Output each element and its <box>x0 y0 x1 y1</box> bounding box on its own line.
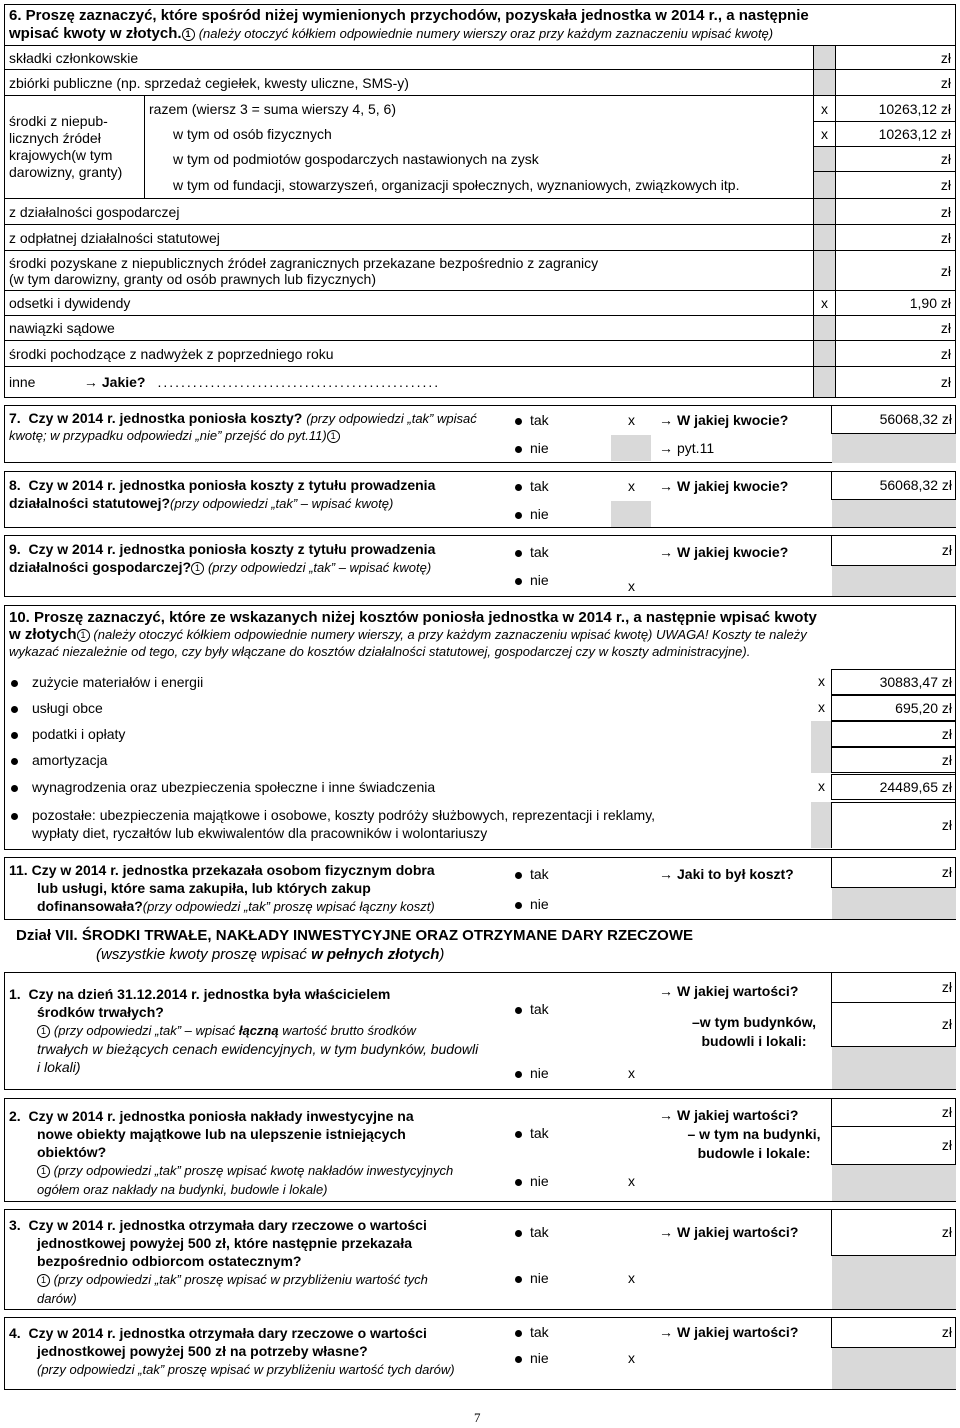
q10-item-label: amortyzacja <box>11 751 791 769</box>
q10-item-label: podatki i opłaty <box>11 725 791 743</box>
bullet-icon <box>515 1131 522 1138</box>
bullet-icon <box>515 512 522 519</box>
x-mark: x <box>818 673 825 689</box>
d3-amount[interactable]: zł <box>831 1210 956 1256</box>
bullet-icon <box>515 1356 522 1363</box>
bullet-icon <box>515 446 522 453</box>
x-mark: x <box>628 1270 635 1286</box>
d3-nie-option[interactable]: nie x <box>515 1270 645 1286</box>
circle-one-icon: 1 <box>37 1165 50 1178</box>
q11-tak-option[interactable]: tak <box>515 866 645 882</box>
d1-amount-budynki[interactable]: zł <box>831 1003 956 1047</box>
d3-section <box>4 1209 956 1310</box>
x-mark: x <box>818 778 825 794</box>
d3-question: 3. Czy w 2014 r. jednostka otrzymała dary rzeczowe o wartości jednostkowej powyżej 500 zł, które następnie przekazała bezpośrednio odbiorcom ostatecznym? 1 (przy odpowiedzi „tak” proszę wpisać w przybliżeniu wartość tych darów) <box>9 1217 428 1306</box>
q7-section <box>4 405 956 463</box>
q10-item-label: usługi obce <box>11 699 791 717</box>
circle-one-icon: 1 <box>37 1274 50 1287</box>
bullet-icon <box>515 1230 522 1237</box>
amount-odplatna[interactable]: zł <box>836 225 956 251</box>
q8-amount[interactable]: 56068,32 zł <box>831 472 956 500</box>
bullet-icon <box>11 785 18 792</box>
d4-section <box>4 1317 956 1390</box>
circle-one-icon: 1 <box>77 629 90 642</box>
q8-nie-option[interactable]: nie <box>515 506 645 522</box>
x-mark: x <box>814 122 836 147</box>
d4-question: 4. Czy w 2014 r. jednostka otrzymała dary rzeczowe o wartości jednostkowej powyżej 500 zł na potrzeby własne? (przy odpowiedzi „tak” proszę wpisać w przybliżeniu wartość tych darów) <box>9 1325 455 1377</box>
q10-item[interactable] <box>5 774 957 800</box>
q10-item[interactable] <box>5 695 957 721</box>
d3-wartosc-label: → W jakiej wartości? <box>659 1224 799 1240</box>
q7-amount[interactable]: 56068,32 zł <box>831 406 956 434</box>
q7-nie-option[interactable]: nie <box>515 440 645 456</box>
amount-skladki[interactable]: zł <box>836 46 956 70</box>
amount-odsetki[interactable]: 1,90 zł <box>836 291 956 316</box>
d2-amount-budynki[interactable]: zł <box>831 1127 956 1165</box>
row-osoby[interactable]: w tym od osób fizycznych <box>145 122 814 147</box>
q9-question: 9. Czy w 2014 r. jednostka poniosła koszty z tytułu prowadzenia działalności gospodarczej? 1 (przy odpowiedzi „tak” – wpisać kwotę) <box>9 541 436 575</box>
q10-header: 10. Proszę zaznaczyć, które ze wskazanych niżej kosztów poniosła jednostka w 2014 r., a następnie wpisać kwoty w złotych 1 (należy otoczyć kółkiem odpowiednie numery wierszy, a przy każdym zaznaczeniu wpisać kwotę) UWAGA! Koszty te należy wykazać niezależnie od tego, czy były włączane do kosztów działalności statutowej, gospodarczej czy w koszty administracyjne). <box>9 609 817 659</box>
amount-osoby[interactable]: 10263,12 zł <box>836 122 956 147</box>
q9-section <box>4 535 956 597</box>
x-mark: x <box>628 412 635 428</box>
q9-amount[interactable]: zł <box>831 536 956 566</box>
q11-nie-option[interactable]: nie <box>515 896 645 912</box>
page-number: 7 <box>474 1410 481 1425</box>
d2-wartosc-label: → W jakiej wartości? <box>659 1107 799 1123</box>
d3-tak-option[interactable]: tak <box>515 1224 645 1240</box>
q9-tak-option[interactable]: tak <box>515 544 645 560</box>
q7-pyt-label: → pyt.11 <box>659 440 715 456</box>
arrow-right-icon: → <box>659 1324 673 1340</box>
d2-nie-option[interactable]: nie x <box>515 1173 645 1189</box>
row-odplatna[interactable]: z odpłatnej działalności statutowej <box>5 225 814 251</box>
row-podmioty[interactable]: w tym od podmiotów gospodarczych nastawionych na zysk <box>145 147 814 172</box>
q11-amount[interactable]: zł <box>831 858 956 888</box>
bullet-icon <box>515 902 522 909</box>
form-page <box>4 4 956 1425</box>
amount-podmioty[interactable]: zł <box>836 147 956 172</box>
q10-item-amount[interactable]: 24489,65 zł <box>831 774 956 800</box>
amount-razem[interactable]: 10263,12 zł <box>836 96 956 122</box>
x-mark <box>811 802 832 848</box>
bullet-icon <box>515 550 522 557</box>
x-mark: x <box>814 96 836 122</box>
d2-question: 2. Czy w 2014 r. jednostka poniosła nakłady inwestycyjne na nowe obiekty majątkowe lub na ulepszenie istniejących obiektów? 1 (przy odpowiedzi „tak” proszę wpisać kwotę nakładów inwestycyjnych ogółem oraz nakłady na budynki, budowle i lokale) <box>9 1108 454 1197</box>
row-niepub-label: środki z niepub-licznych źródeł krajowych(w tym darowizny, granty) <box>5 96 145 199</box>
q10-item-label: zużycie materiałów i energii <box>11 673 791 691</box>
x-mark: x <box>814 291 836 316</box>
d4-tak-option[interactable]: tak <box>515 1324 645 1340</box>
bullet-icon <box>11 758 18 765</box>
arrow-right-icon: → <box>659 478 673 494</box>
q7-kwocie-label: → W jakiej kwocie? <box>659 412 789 428</box>
bullet-icon <box>515 578 522 585</box>
d2-amount[interactable]: zł <box>831 1099 956 1127</box>
q8-kwocie-label: → W jakiej kwocie? <box>659 478 789 494</box>
d2-wtym-label: – w tym na budynki, budowle i lokale: <box>687 1126 821 1161</box>
bullet-icon <box>515 418 522 425</box>
q6-header-line1: 6. Proszę zaznaczyć, które spośród niżej wymienionych przychodów, pozyskała jednostka w 2014 r., a następnie <box>9 7 809 24</box>
circle-one-icon: 1 <box>327 430 340 443</box>
d4-amount[interactable]: zł <box>831 1318 956 1348</box>
d4-wartosc-label: → W jakiej wartości? <box>659 1324 799 1340</box>
d1-question: 1. Czy na dzień 31.12.2014 r. jednostka była właścicielem środków trwałych? 1 (przy odpowiedzi „tak” – wpisać łączną wartość brutto środków trwałych w bieżących cenach ewidencyjnych, w tym budynków, budowli i lokali) <box>9 986 479 1075</box>
d1-nie-option[interactable]: nie x <box>515 1065 645 1081</box>
q10-item-amount[interactable]: zł <box>831 747 956 773</box>
d1-section <box>4 972 956 1090</box>
q9-kwocie-label: → W jakiej kwocie? <box>659 544 789 560</box>
arrow-right-icon: → <box>659 1107 673 1123</box>
x-mark: x <box>628 478 635 494</box>
q9-nie-option[interactable]: nie x <box>515 572 645 588</box>
bullet-icon <box>515 1179 522 1186</box>
q7-tak-option[interactable]: tak x <box>515 412 645 428</box>
bullet-icon <box>515 872 522 879</box>
amount-inne[interactable]: zł <box>836 367 956 398</box>
row-nadwyzki[interactable]: środki pochodzące z nadwyżek z poprzedniego roku <box>5 341 814 367</box>
arrow-right-icon: → <box>659 1224 673 1240</box>
bullet-icon <box>515 1071 522 1078</box>
dzial7-title: Dział VII. ŚRODKI TRWAŁE, NAKŁADY INWESTYCYJNE ORAZ OTRZYMANE DARY RZECZOWE <box>16 927 693 944</box>
x-mark: x <box>628 578 635 594</box>
q6-header <box>4 4 956 45</box>
bullet-icon <box>11 706 18 713</box>
row-odsetki[interactable]: odsetki i dywidendy <box>5 291 814 316</box>
circle-one-icon: 1 <box>191 562 204 575</box>
q10-item[interactable] <box>5 802 957 848</box>
arrow-right-icon: → <box>659 544 673 560</box>
d2-tak-option[interactable]: tak <box>515 1125 645 1141</box>
bullet-icon <box>515 1330 522 1337</box>
amount-zbiorki[interactable]: zł <box>836 70 956 96</box>
bullet-icon <box>515 1007 522 1014</box>
q10-item-label: pozostałe: ubezpieczenia majątkowe i osobowe, koszty podróży służbowych, reprezentacji i reklamy, wypłaty diet, ryczałtów lub ekwiwalentów dla pracowników i wolontariuszy <box>11 806 791 842</box>
d1-amount[interactable]: zł <box>831 973 956 1003</box>
arrow-right-icon: → <box>659 412 673 428</box>
x-mark: x <box>818 699 825 715</box>
arrow-right-icon: → <box>659 440 673 456</box>
row-razem[interactable]: razem (wiersz 3 = suma wierszy 4, 5, 6) <box>145 96 814 122</box>
row-inne[interactable]: inne → Jakie? ................................................ <box>5 367 814 398</box>
x-mark <box>811 747 832 773</box>
dzial7-heading <box>16 926 946 964</box>
q8-question: 8. Czy w 2014 r. jednostka poniosła koszty z tytułu prowadzenia działalności statutowej?(przy odpowiedzi „tak” – wpisać kwotę) <box>9 477 436 511</box>
q6-header-line2: wpisać kwoty w złotych. <box>9 25 182 42</box>
circle-one-icon: 1 <box>37 1025 50 1038</box>
q11-question: 11. Czy w 2014 r. jednostka przekazała osobom fizycznym dobra lub usługi, które sama zakupiła, lub których zakup dofinansowała?(przy odpowiedzi „tak” proszę wpisać łączny koszt) <box>9 862 435 914</box>
q10-item-label: wynagrodzenia oraz ubezpieczenia społeczne i inne świadczenia <box>11 778 791 796</box>
x-mark: x <box>628 1350 635 1366</box>
amount-fundacje[interactable]: zł <box>836 172 956 199</box>
arrow-right-icon: → <box>659 866 673 882</box>
q11-section <box>4 857 956 920</box>
bullet-icon <box>11 732 18 739</box>
dzial7-subtitle: (wszystkie kwoty proszę wpisać w pełnych złotych) <box>96 946 445 963</box>
bullet-icon <box>515 484 522 491</box>
d4-nie-option[interactable]: nie x <box>515 1350 645 1366</box>
bullet-icon <box>11 813 18 820</box>
q10-item[interactable] <box>5 747 957 773</box>
x-mark: x <box>628 1065 635 1081</box>
q8-tak-option[interactable]: tak x <box>515 478 645 494</box>
row-nawiazki[interactable]: nawiązki sądowe <box>5 316 814 341</box>
row-gospodarcza[interactable]: z działalności gospodarczej <box>5 199 814 225</box>
q11-koszt-label: → Jaki to był koszt? <box>659 866 794 882</box>
x-mark <box>811 721 832 747</box>
amount-gospodarcza[interactable]: zł <box>836 199 956 225</box>
x-mark: x <box>628 1173 635 1189</box>
d1-wtym-label: –w tym budynków, budowli i lokali: <box>692 1014 816 1049</box>
bullet-icon <box>515 1276 522 1283</box>
arrow-right-icon: → <box>83 374 98 390</box>
row-skladki[interactable]: składki członkowskie <box>5 46 814 70</box>
q8-section <box>4 471 956 528</box>
d1-tak-option[interactable]: tak <box>515 1001 645 1017</box>
amount-nawiazki[interactable]: zł <box>836 316 956 341</box>
row-fundacje[interactable]: w tym od fundacji, stowarzyszeń, organizacji społecznych, wyznaniowych, związkowych itp. <box>145 172 814 199</box>
q6-header-note: (należy otoczyć kółkiem odpowiednie numery wierszy oraz przy każdym zaznaczeniu wpisać kwotę) <box>198 26 774 41</box>
arrow-right-icon: → <box>659 983 673 999</box>
q10-item-amount[interactable]: 695,20 zł <box>831 695 956 721</box>
row-zagraniczne[interactable]: środki pozyskane z niepublicznych źródeł zagranicznych przekazane bezpośrednio z zagranicy (w tym darowizny, granty od osób prawnych lub fizycznych) <box>5 251 814 291</box>
circle-one-icon: 1 <box>182 28 195 41</box>
bullet-icon <box>11 680 18 687</box>
d2-section <box>4 1098 956 1202</box>
q10-item[interactable] <box>5 721 957 747</box>
q10-section <box>4 605 956 850</box>
q10-item-amount[interactable]: zł <box>831 721 956 747</box>
q10-item[interactable] <box>5 669 957 695</box>
q6-table <box>4 45 956 398</box>
amount-nadwyzki[interactable]: zł <box>836 341 956 367</box>
amount-zagraniczne[interactable]: zł <box>836 251 956 291</box>
q7-question: 7. Czy w 2014 r. jednostka poniosła koszty? (przy odpowiedzi „tak” wpisać kwotę; w przypadku odpowiedzi „nie” przejść do pyt.11) 1 <box>9 410 477 443</box>
d1-wartosc-label: → W jakiej wartości? <box>659 983 799 999</box>
row-zbiorki[interactable]: zbiórki publiczne (np. sprzedaż cegiełek, kwesty uliczne, SMS-y) <box>5 70 814 96</box>
q10-item-amount[interactable]: zł <box>831 802 956 848</box>
q10-item-amount[interactable]: 30883,47 zł <box>831 669 956 695</box>
